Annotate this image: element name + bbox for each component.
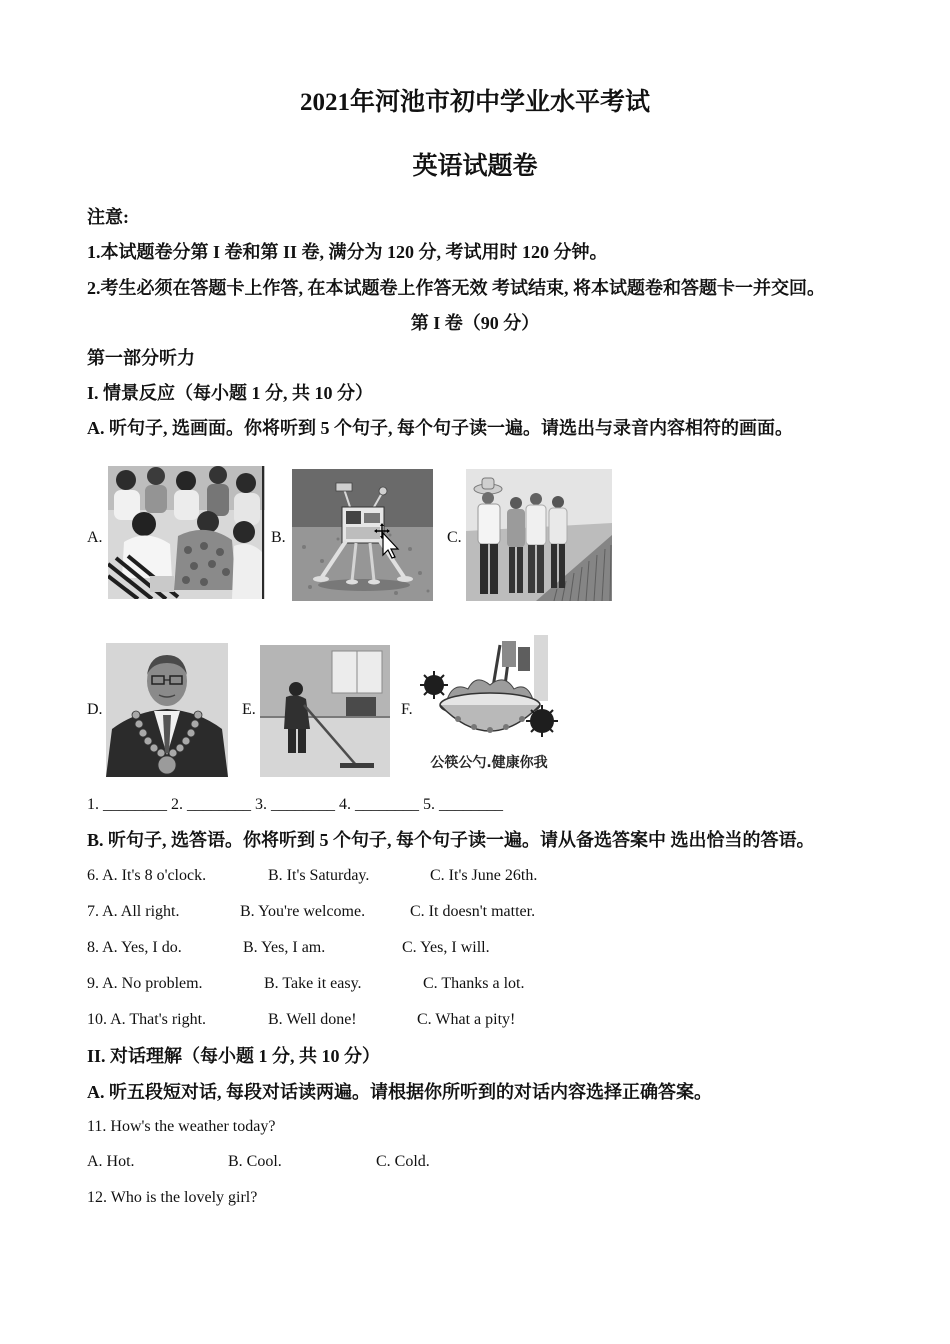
option-c: C. It doesn't matter.	[410, 903, 536, 920]
picture-a-image	[108, 466, 265, 599]
option-a: A. No problem.	[102, 975, 203, 992]
exam-subtitle: 英语试题卷	[412, 153, 538, 180]
picture-b-image	[292, 469, 433, 601]
notice-label: 注意:	[87, 207, 129, 227]
question-12	[87, 1187, 257, 1209]
picture-label-c: C.	[447, 529, 462, 546]
question-number: 7.	[87, 903, 99, 920]
option-a: A. It's 8 o'clock.	[102, 867, 207, 884]
option-c: C. Cold.	[376, 1153, 430, 1170]
option-b: B. You're welcome.	[240, 903, 366, 920]
question-number: 8.	[87, 939, 99, 956]
question-number: 6.	[87, 867, 99, 884]
picture-d-face	[147, 655, 187, 706]
option-b: B. It's Saturday.	[268, 867, 370, 884]
question-9	[0, 973, 950, 995]
question-text: Who is the lovely girl?	[110, 1189, 258, 1206]
question-text: How's the weather today?	[110, 1118, 276, 1135]
option-a: A. All right.	[102, 903, 180, 920]
picture-label-e: E.	[242, 701, 256, 718]
question-11-options	[0, 1151, 950, 1173]
option-c: C. Thanks a lot.	[423, 975, 525, 992]
picture-f-caption: 公筷公勺.健康你我	[430, 755, 548, 771]
question-10-number-and-option-a	[87, 1009, 206, 1031]
question-6-number-and-option-a	[87, 865, 206, 887]
question-number: 11.	[87, 1118, 107, 1135]
option-b: B. Yes, I am.	[243, 939, 326, 956]
section-1-part-b-instruction: B. 听句子, 选答语。你将听到 5 个句子, 每个句子读一遍。请从备选答案中 选出恰当的答语。	[87, 830, 815, 850]
picture-d-image	[106, 643, 228, 777]
question-6	[0, 865, 950, 887]
picture-e-image	[260, 645, 390, 777]
question-7	[0, 901, 950, 923]
option-c: C. It's June 26th.	[430, 867, 538, 884]
question-8	[0, 937, 950, 959]
notice-item-1: 1.本试题卷分第 I 卷和第 II 卷, 满分为 120 分, 考试用时 120 分钟。	[87, 242, 608, 262]
option-a: A. Yes, I do.	[102, 939, 182, 956]
question-9-number-and-option-a	[87, 973, 203, 995]
question-7-number-and-option-a	[87, 901, 179, 923]
section-2-title: II. 对话理解（每小题 1 分, 共 10 分）	[87, 1046, 381, 1066]
section-1-part-a-instruction: A. 听句子, 选画面。你将听到 5 个句子, 每个句子读一遍。请选出与录音内容相符的画面。	[87, 418, 793, 438]
volume-title: 第 I 卷（90 分）	[410, 313, 540, 333]
exam-title: 2021年河池市初中学业水平考试	[299, 89, 650, 116]
notice-item-2: 2.考生必须在答题卡上作答, 在本试题卷上作答无效 考试结束, 将本试题卷和答题卡一并交回。	[87, 278, 825, 298]
section-2-part-a-instruction: A. 听五段短对话, 每段对话读两遍。请根据你所听到的对话内容选择正确答案。	[87, 1082, 712, 1102]
part-title: 第一部分听力	[87, 348, 195, 368]
option-a: A. That's right.	[110, 1011, 207, 1028]
question-11	[87, 1116, 275, 1138]
question-number: 12.	[87, 1189, 107, 1206]
option-b: B. Well done!	[268, 1011, 357, 1028]
question-number: 9.	[87, 975, 99, 992]
option-c: C. What a pity!	[417, 1011, 516, 1028]
option-a: A. Hot.	[87, 1153, 135, 1170]
section-1-title: I. 情景反应（每小题 1 分, 共 10 分）	[87, 383, 374, 403]
mouse-cursor-icon	[374, 523, 400, 559]
option-b: B. Cool.	[228, 1153, 282, 1170]
picture-label-d: D.	[87, 701, 103, 718]
question-8-number-and-option-a	[87, 937, 182, 959]
picture-label-f: F.	[401, 701, 413, 718]
option-c: C. Yes, I will.	[402, 939, 490, 956]
option-b: B. Take it easy.	[264, 975, 362, 992]
picture-c-image	[466, 469, 612, 601]
picture-label-b: B.	[271, 529, 286, 546]
question-number: 10.	[87, 1011, 107, 1028]
picture-label-a: A.	[87, 529, 103, 546]
question-10	[0, 1009, 950, 1031]
picture-f-image	[418, 633, 561, 777]
answer-blanks-line: 1. ________ 2. ________ 3. ________ 4. ________ 5. ________	[87, 796, 503, 813]
